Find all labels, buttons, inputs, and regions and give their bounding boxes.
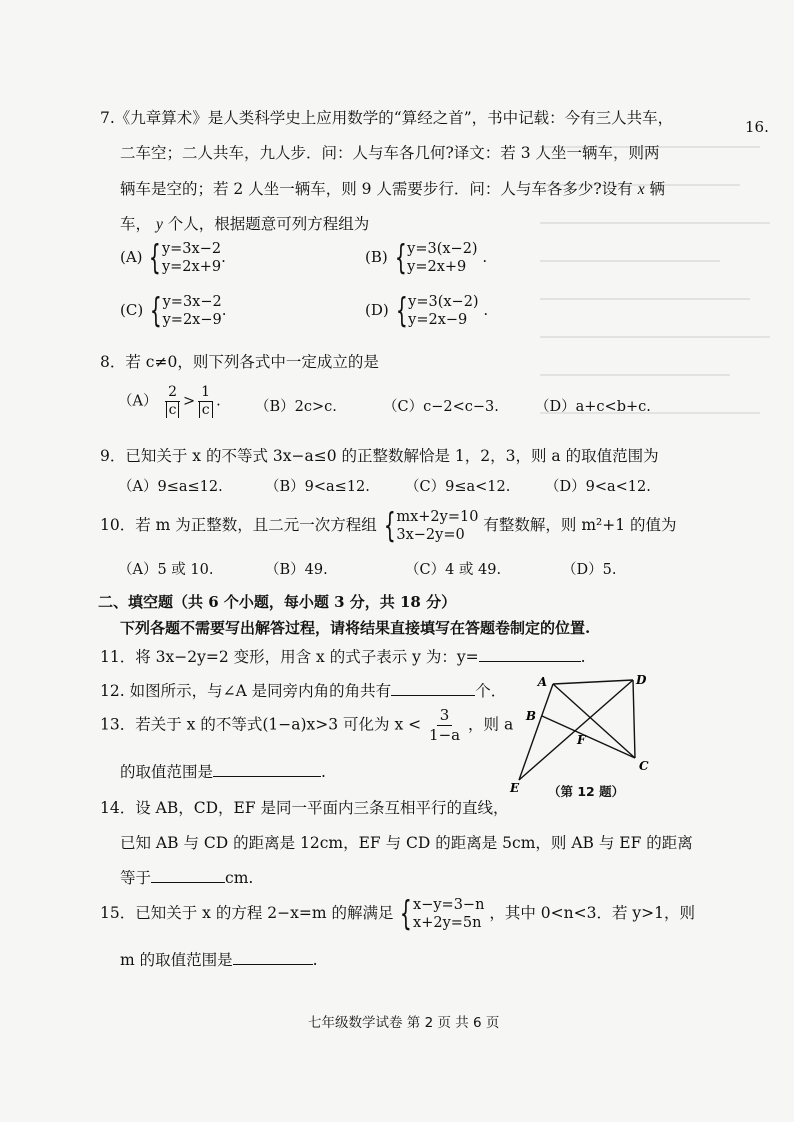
q7-line3-end: 辆 [649, 180, 666, 198]
option-label: (A) [120, 248, 143, 266]
q10-option-a: （A）5 或 10. [118, 562, 214, 578]
q8-option-d: （D）a+c<b+c. [535, 399, 651, 415]
equation-1: y=3x−2 [161, 241, 222, 257]
q7-option-b [365, 240, 487, 276]
greater-than: > [183, 393, 196, 410]
q8-option-a [118, 384, 221, 419]
q10-option-c: （C）4 或 49. [405, 562, 502, 578]
label-e: E [510, 781, 520, 795]
q7-line4 [120, 212, 369, 234]
q9-option-d: （D）9<a<12. [545, 479, 651, 495]
option-end: . [483, 301, 489, 319]
page-footer: 七年级数学试卷 第 2 页 共 6 页 [308, 1015, 500, 1031]
q7-line4-start: 车， [120, 215, 152, 233]
q14-line3-text: 等于 [120, 869, 152, 887]
q7-line1: 7.《九章算术》是人类科学史上应用数学的“算经之首”，书中记载：今有三人共车， [100, 109, 674, 127]
q14-answer-blank[interactable] [151, 868, 225, 883]
q8-option-b: （B）2c>c. [255, 399, 337, 415]
option-label: （A） [118, 393, 158, 410]
q15-answer-blank[interactable] [233, 950, 313, 965]
q14-line1: 14．设 AB，CD，EF 是同一平面内三条互相平行的直线， [100, 799, 509, 817]
q15-text-end: ，其中 0<n<3．若 y>1，则 [489, 904, 695, 922]
q15-line2-text: m 的取值范围是 [120, 951, 233, 969]
q15 [100, 896, 695, 932]
q13 [100, 706, 513, 745]
q7-line2: 二车空；二人共车，九人步．问：人与车各几何?译文：若 3 人坐一辆车，则两 [120, 144, 660, 162]
equation-1: x−y=3−n [413, 897, 485, 913]
equation-2: x+2y=5n [413, 915, 482, 931]
q12-text: 12. 如图所示，与∠A 是同旁内角的角共有 [100, 682, 392, 700]
label-f: F [577, 733, 586, 747]
q7-option-c [120, 293, 227, 329]
q11-answer-blank[interactable] [479, 647, 581, 662]
q7-line4-text: 个人，根据题意可列方程组为 [167, 215, 370, 233]
option-end: . [216, 393, 221, 410]
q10-option-d: （D）5. [562, 562, 617, 578]
page-margin-number: 16. [745, 118, 769, 136]
q14-line3 [120, 866, 253, 888]
q13-line2-text: 的取值范围是 [120, 763, 214, 781]
q13-answer-blank[interactable] [213, 762, 321, 777]
numerator: 1 [198, 384, 213, 402]
label-a: A [537, 675, 547, 689]
option-label: (C) [120, 301, 144, 319]
equation-2: y=2x+9 [407, 259, 467, 275]
option-label: (D) [365, 301, 389, 319]
option-end: . [221, 301, 227, 319]
q13-line2 [120, 760, 326, 782]
q10-stem-end: 有整数解，则 m²+1 的值为 [483, 516, 677, 534]
brace-icon: { [395, 291, 408, 331]
equation-2: y=2x+9 [161, 259, 222, 275]
q15-line2 [120, 948, 318, 970]
q15-end: . [312, 951, 318, 969]
figure-caption: （第 12 题） [548, 784, 625, 799]
brace-icon: { [394, 238, 407, 278]
q12-answer-blank[interactable] [391, 681, 475, 696]
q9-stem: 9．已知关于 x 的不等式 3x−a≤0 的正整数解恰是 1，2，3，则 a 的取值范围为 [100, 447, 659, 465]
segment-bc [542, 716, 635, 758]
equation-system [382, 508, 479, 544]
option-end: . [482, 248, 488, 266]
q13-end: . [321, 763, 326, 781]
denominator: c [166, 402, 180, 418]
equation-system [394, 293, 479, 329]
brace-icon: { [400, 894, 413, 934]
equation-system [148, 293, 222, 329]
equation-1: mx+2y=10 [396, 509, 479, 525]
q7-var-y: y [155, 216, 163, 233]
q7-var-x: x [637, 181, 645, 198]
q8-stem: 8．若 c≠0，则下列各式中一定成立的是 [100, 353, 379, 371]
q10-stem-start: 10．若 m 为正整数，且二元一次方程组 [100, 516, 377, 534]
denominator: 1−a [429, 726, 461, 744]
brace-icon: { [149, 291, 162, 331]
section-2-title: 二、填空题（共 6 个小题，每小题 3 分，共 18 分） [98, 593, 457, 611]
equation-2: 3x−2y=0 [396, 527, 465, 543]
denominator: c [199, 402, 213, 418]
segment-ac [553, 684, 635, 758]
q7-option-a [120, 240, 226, 276]
numerator: 2 [165, 384, 180, 402]
q7-option-d [365, 293, 488, 329]
numerator: 3 [437, 706, 453, 726]
equation-1: y=3(x−2) [408, 294, 479, 310]
equation-system [398, 896, 484, 932]
brace-icon: { [383, 506, 396, 546]
option-label: (B) [365, 248, 388, 266]
fraction [165, 384, 180, 419]
q11-end: . [580, 648, 586, 666]
segment-dc [633, 680, 635, 758]
q10-stem [100, 508, 677, 544]
q13-text-end: ，则 a [468, 715, 514, 734]
q8-option-c: （C）c−2<c−3. [383, 399, 499, 415]
q14-unit: cm. [225, 869, 254, 887]
q13-text: 13．若关于 x 的不等式(1−a)x>3 可化为 x < [100, 715, 422, 734]
fraction [429, 706, 460, 745]
q9-option-c: （C）9≤a<12. [405, 479, 511, 495]
q11 [100, 645, 586, 667]
q10-option-b: （B）49. [265, 562, 328, 578]
q15-text: 15．已知关于 x 的方程 2−x=m 的解满足 [100, 904, 394, 922]
q11-text: 11．将 3x−2y=2 变形，用含 x 的式子表示 y 为：y= [100, 648, 479, 666]
equation-system [393, 240, 478, 276]
label-b: B [525, 709, 536, 723]
option-end: . [221, 248, 226, 266]
q9-option-b: （B）9<a≤12. [265, 479, 370, 495]
equation-2: y=2x−9 [162, 312, 222, 328]
brace-icon: { [149, 238, 162, 278]
q12-end: 个． [475, 682, 507, 700]
section-2-instruction: 下列各题不需要写出解答过程，请将结果直接填写在答题卷制定的位置. [120, 619, 591, 637]
q14-line2: 已知 AB 与 CD 的距离是 12cm，EF 与 CD 的距离是 5cm，则 AB 与 EF 的距离 [120, 834, 693, 852]
label-c: C [639, 759, 649, 773]
q12 [100, 679, 506, 701]
equation-2: y=2x−9 [408, 312, 468, 328]
q9-option-a: （A）9≤a≤12. [118, 479, 223, 495]
q7-line3 [120, 177, 665, 199]
equation-1: y=3(x−2) [407, 241, 478, 257]
segment-ad [553, 680, 633, 684]
q7-line3-text: 辆车是空的；若 2 人坐一辆车，则 9 人需要步行．问：人与车各多少?设有 [120, 180, 633, 198]
label-d: D [636, 673, 647, 687]
fraction [198, 384, 213, 419]
equation-system [147, 240, 221, 276]
equation-1: y=3x−2 [162, 294, 222, 310]
